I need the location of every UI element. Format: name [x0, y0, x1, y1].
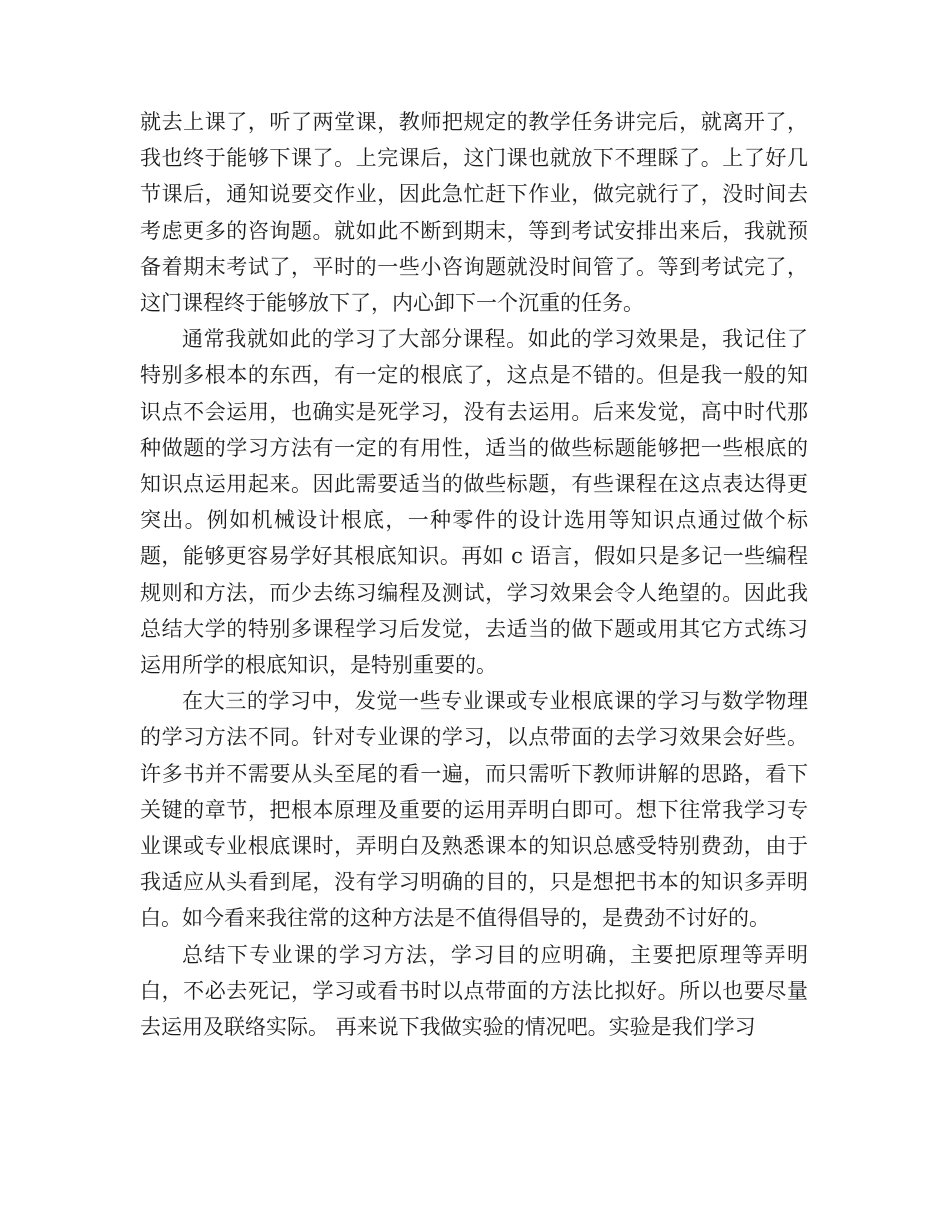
paragraph-3: 在大三的学习中，发觉一些专业课或专业根底课的学习与数学物理的学习方法不同。针对专业课的学习，以点带面的去学习效果会好些。许多书并不需要从头至尾的看一遍，而只需听下教师讲解的思路，看下关键的章节，把根本原理及重要的运用弄明白即可。想下往常我学习专业课或专业根底课时，弄明白及熟悉课本的知识总感受特别费劲，由于我适应从头看到尾，没有学习明确的目的，只是想把书本的知识多弄明白。如今看来我往常的这种方法是不值得倡导的，是费劲不讨好的。: [140, 689, 808, 931]
paragraph-1: 就去上课了，听了两堂课，教师把规定的教学任务讲完后，就离开了，我也终于能够下课了。上完课后，这门课也就放下不理睬了。上了好几节课后，通知说要交作业，因此急忙赶下作业，做完就行了，没时间去考虑更多的咨询题。就如此不断到期末，等到考试安排出来后，我就预备着期末考试了，平时的一些小咨询题就没时间管了。等到考试完了，这门课程终于能够放下了，内心卸下一个沉重的任务。: [140, 110, 808, 316]
document-body: [140, 104, 808, 1045]
paragraph-4: 总结下专业课的学习方法，学习目的应明确，主要把原理等弄明白，不必去死记，学习或看书时以点带面的方法比拟好。所以也要尽量去运用及联络实际。 再来说下我做实验的情况吧。实验是我们学习: [140, 942, 808, 1040]
paragraph-2: 通常我就如此的学习了大部分课程。如此的学习效果是，我记住了特别多根本的东西，有一定的根底了，这点是不错的。但是我一般的知识点不会运用，也确实是死学习，没有去运用。后来发觉，高中时代那种做题的学习方法有一定的有用性，适当的做些标题能够把一些根底的知识点运用起来。因此需要适当的做些标题，有些课程在这点表达得更突出。例如机械设计根底，一种零件的设计选用等知识点通过做个标题，能够更容易学好其根底知识。再如 c 语言，假如只是多记一些编程规则和方法，而少去练习编程及测试，学习效果会令人绝望的。因此我总结大学的特别多课程学习后发觉，去适当的做下题或用其它方式练习运用所学的根底知识，是特别重要的。: [140, 327, 808, 678]
